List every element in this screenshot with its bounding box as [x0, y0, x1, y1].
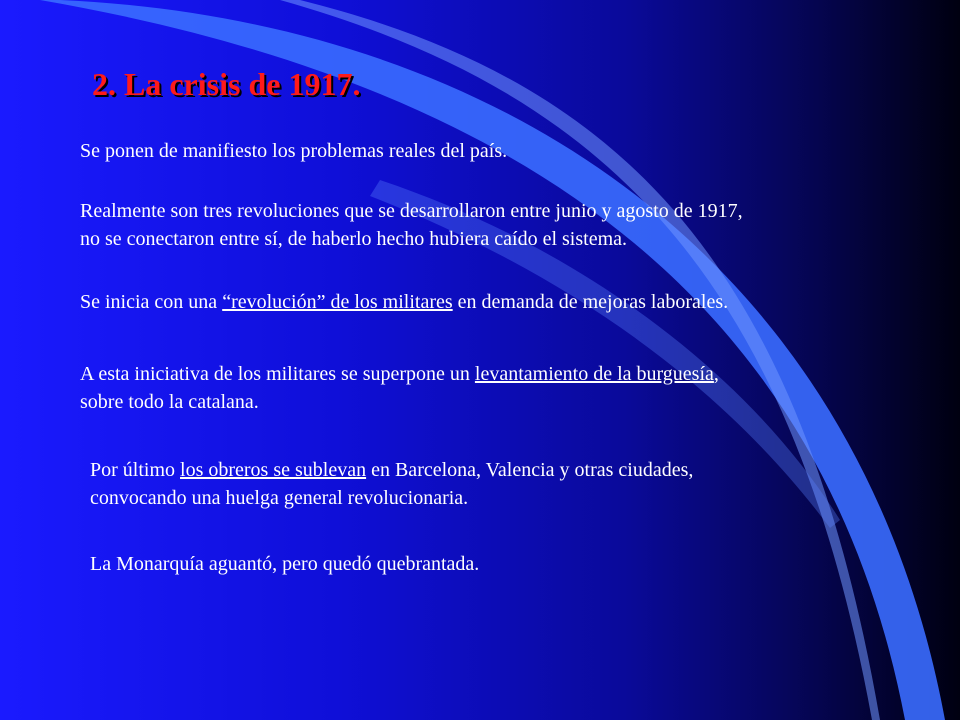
paragraph-military-after: en demanda de mejoras laborales.	[452, 291, 729, 313]
link-bourgeoisie-uprising[interactable]: levantamiento de la burguesía	[474, 363, 714, 385]
paragraph-bourgeoisie-line2: sobre todo la catalana.	[80, 391, 259, 413]
slide-title: 2. La crisis de 1917.	[92, 66, 361, 102]
paragraph-monarchy: La Monarquía aguantó, pero quedó quebrantada.	[90, 553, 480, 575]
paragraph-three-revolutions	[80, 197, 900, 253]
link-workers-uprising[interactable]: los obreros se sublevan	[180, 459, 367, 481]
paragraph-three-revolutions-line1: Realmente son tres revoluciones que se desarrollaron entre junio y agosto de 1917,	[80, 200, 743, 222]
paragraph-workers-after: en Barcelona, Valencia y otras ciudades,	[366, 459, 694, 481]
paragraph-workers-line2: convocando una huelga general revolucionaria.	[90, 487, 469, 509]
paragraph-military-before: Se inicia con una	[80, 291, 223, 313]
paragraph-workers	[90, 456, 900, 512]
paragraph-workers-before: Por último	[90, 459, 181, 481]
paragraph-military	[80, 288, 900, 316]
paragraph-bourgeoisie-before: A esta iniciativa de los militares se superpone un	[80, 363, 475, 385]
paragraph-bourgeoisie	[80, 360, 900, 416]
paragraph-bourgeoisie-after: ,	[713, 363, 719, 385]
paragraph-problems: Se ponen de manifiesto los problemas reales del país.	[80, 140, 508, 162]
paragraph-three-revolutions-line2: no se conectaron entre sí, de haberlo hecho hubiera caído el sistema.	[80, 228, 628, 250]
link-military-revolution[interactable]: “revolución” de los militares	[222, 291, 453, 313]
